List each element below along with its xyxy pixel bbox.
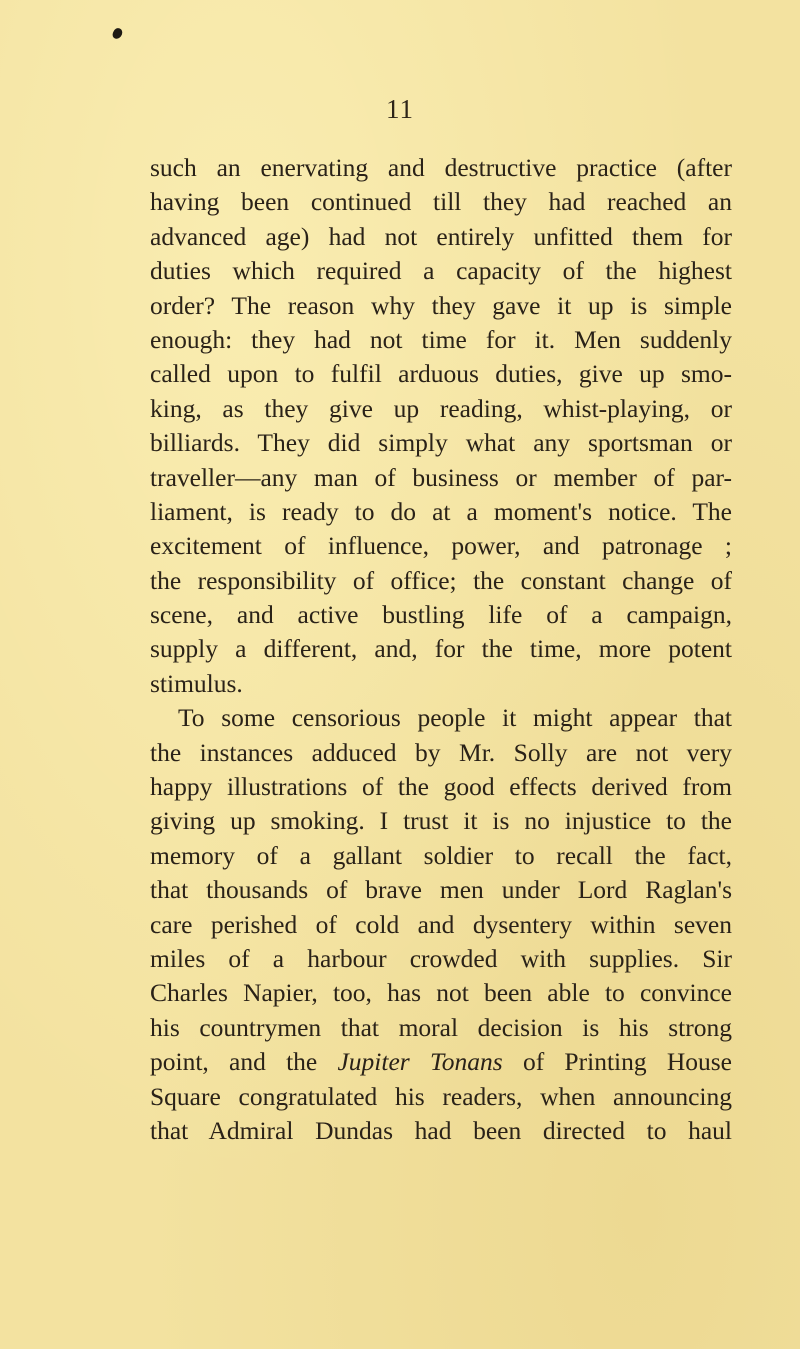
- text-line: that thousands of brave men under Lord Raglan's: [150, 875, 732, 905]
- ink-blot: [111, 27, 123, 40]
- text-line: his countrymen that moral decision is his strong: [150, 1012, 732, 1042]
- text-line-with-italic: [150, 1045, 732, 1079]
- text-line: that Admiral Dundas had been directed to haul: [150, 1115, 732, 1145]
- text-line: the instances adduced by Mr. Solly are not very: [150, 737, 732, 767]
- italic-title: Jupiter Tonans: [337, 1047, 503, 1077]
- text-line: duties which required a capacity of the highest: [150, 256, 732, 286]
- text-line: memory of a gallant soldier to recall the fact,: [150, 840, 732, 870]
- text-line: king, as they give up reading, whist-playing, or: [150, 393, 732, 423]
- text-line: care perished of cold and dysentery within seven: [150, 909, 732, 939]
- text-line: supply a different, and, for the time, more potent: [150, 634, 732, 664]
- body-text: [150, 151, 732, 1148]
- text-line: Charles Napier, too, has not been able to convince: [150, 978, 732, 1008]
- text-line: called upon to fulfil arduous duties, give up smo-: [150, 359, 732, 389]
- text-line: having been continued till they had reached an: [150, 187, 732, 217]
- text-line: traveller—any man of business or member of par-: [150, 462, 732, 492]
- text-line: excitement of influence, power, and patronage ;: [150, 531, 732, 561]
- text-line: Square congratulated his readers, when announcing: [150, 1081, 732, 1111]
- text-fragment: point, and the: [150, 1047, 338, 1077]
- text-line: giving up smoking. I trust it is no injustice to the: [150, 806, 732, 836]
- page-number: 11: [386, 94, 414, 124]
- text-line: enough: they had not time for it. Men suddenly: [150, 324, 732, 354]
- text-line: advanced age) had not entirely unfitted them for: [150, 221, 732, 251]
- text-line: the responsibility of office; the constant change of: [150, 565, 732, 595]
- text-line: happy illustrations of the good effects derived from: [150, 772, 732, 802]
- text-line: miles of a harbour crowded with supplies. Sir: [150, 943, 732, 973]
- text-fragment: of Printing House: [502, 1047, 733, 1077]
- text-line: such an enervating and destructive practice (after: [150, 153, 732, 182]
- text-line: stimulus.: [150, 668, 243, 698]
- paragraph-start-line: To some censorious people it might appear that: [178, 703, 732, 733]
- text-line: billiards. They did simply what any sportsman or: [150, 428, 732, 458]
- text-line: liament, is ready to do at a moment's notice. The: [150, 496, 732, 526]
- text-line: order? The reason why they gave it up is simple: [150, 290, 732, 320]
- text-line: scene, and active bustling life of a campaign,: [150, 600, 732, 630]
